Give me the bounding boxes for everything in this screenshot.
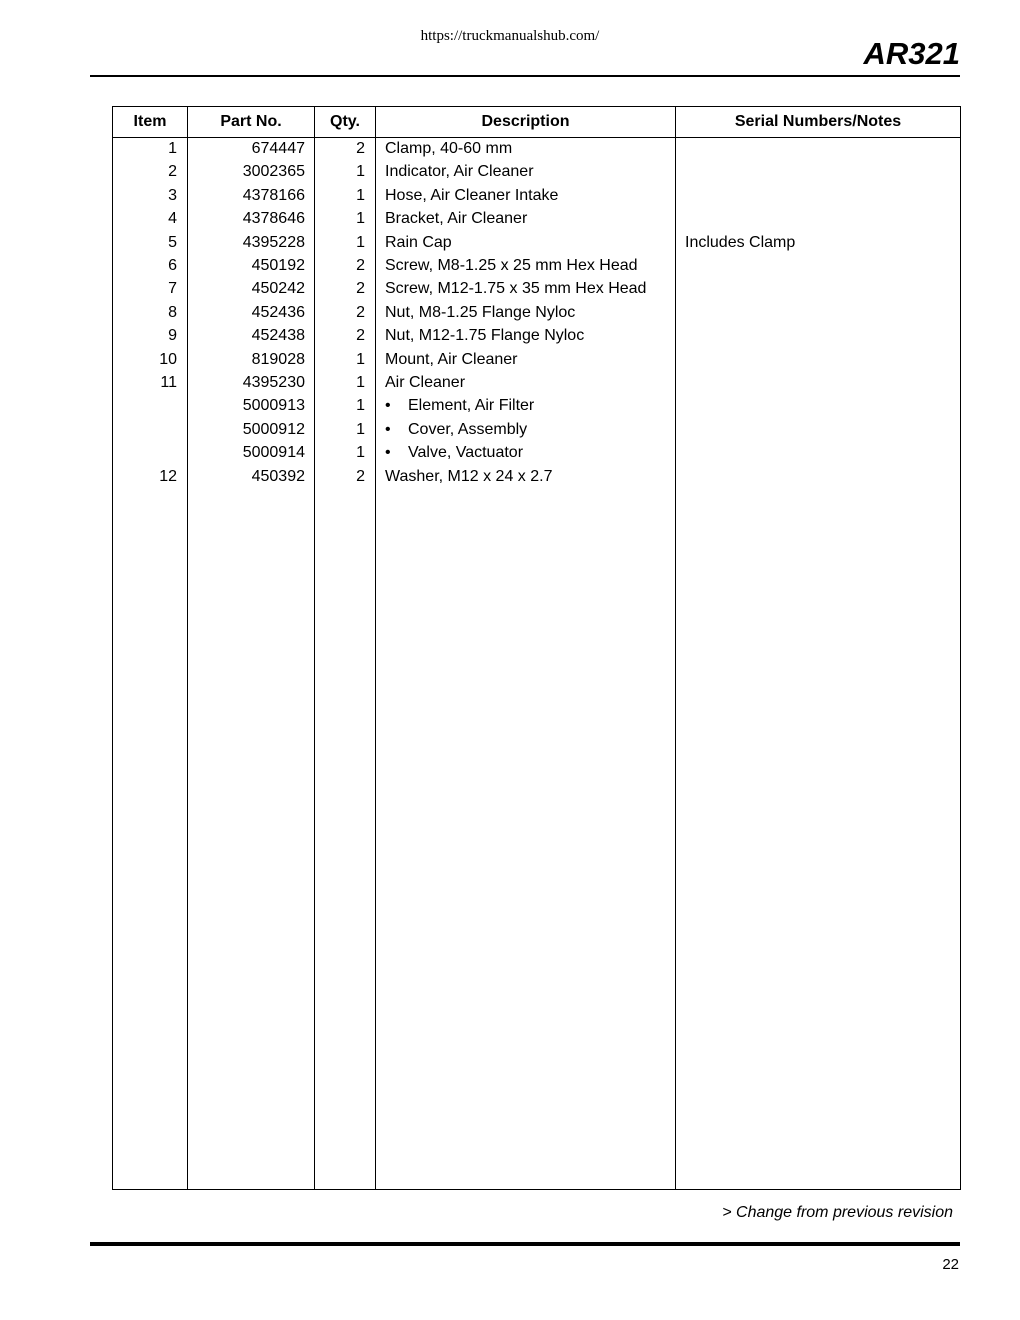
description-text: Mount, Air Cleaner xyxy=(385,350,518,368)
item-number: 12 xyxy=(159,467,177,485)
table-row xyxy=(113,184,960,207)
description xyxy=(385,348,675,371)
description xyxy=(385,207,675,230)
quantity: 2 xyxy=(356,257,365,274)
model-title: AR321 xyxy=(863,36,960,71)
source-url: https://truckmanualshub.com/ xyxy=(420,28,600,44)
part-number: 674447 xyxy=(251,140,305,157)
part-number: 450392 xyxy=(251,467,305,485)
description-text: Valve, Vactuator xyxy=(408,444,524,462)
quantity: 1 xyxy=(356,374,365,391)
column-header-qty: Qty. xyxy=(330,113,360,130)
table-row xyxy=(113,324,960,347)
quantity: 1 xyxy=(356,397,365,415)
part-number: 3002365 xyxy=(242,163,305,181)
part-number: 4378166 xyxy=(242,186,305,204)
description xyxy=(385,184,675,207)
description xyxy=(385,441,675,464)
quantity: 2 xyxy=(356,280,365,298)
table-row xyxy=(113,254,960,277)
table-row xyxy=(113,137,960,160)
quantity: 1 xyxy=(356,420,365,438)
part-number: 5000912 xyxy=(242,420,305,438)
description xyxy=(385,137,675,160)
quantity: 1 xyxy=(356,163,365,181)
quantity: 1 xyxy=(356,210,365,228)
description-text: Rain Cap xyxy=(385,233,452,251)
parts-table xyxy=(112,106,961,1190)
table-row xyxy=(113,348,960,371)
part-number: 4395230 xyxy=(242,374,305,391)
part-number: 452436 xyxy=(251,303,305,321)
column-header-item: Item xyxy=(133,113,167,130)
part-number: 5000913 xyxy=(242,397,305,415)
item-number: 5 xyxy=(168,233,177,251)
description-text: Nut, M8-1.25 Flange Nyloc xyxy=(385,303,576,321)
part-number: 450242 xyxy=(251,280,305,298)
quantity: 1 xyxy=(356,233,365,251)
description-text: Clamp, 40-60 mm xyxy=(385,140,513,157)
item-number: 2 xyxy=(168,163,177,181)
revision-note: > Change from previous revision xyxy=(722,1204,953,1221)
table-row xyxy=(113,394,960,417)
bullet-marker: • xyxy=(385,397,391,415)
description xyxy=(385,160,675,183)
description-text: Bracket, Air Cleaner xyxy=(385,210,528,228)
description xyxy=(385,465,675,488)
description-text: Screw, M8-1.25 x 25 mm Hex Head xyxy=(385,257,638,274)
table-row xyxy=(113,371,960,394)
description xyxy=(385,277,675,300)
table-row xyxy=(113,301,960,324)
description xyxy=(385,371,675,394)
item-number: 3 xyxy=(168,186,177,204)
part-number: 4378646 xyxy=(242,210,305,228)
description xyxy=(385,324,675,347)
serial-note: Includes Clamp xyxy=(685,233,796,251)
part-number: 450192 xyxy=(251,257,305,274)
part-number: 5000914 xyxy=(242,444,305,462)
table-row xyxy=(113,277,960,300)
item-number: 4 xyxy=(168,210,177,228)
part-number: 819028 xyxy=(251,350,305,368)
description xyxy=(385,254,675,277)
quantity: 2 xyxy=(356,303,365,321)
item-number: 8 xyxy=(168,303,177,321)
description xyxy=(385,301,675,324)
table-row xyxy=(113,231,960,254)
item-number: 11 xyxy=(160,374,177,391)
description xyxy=(385,231,675,254)
item-number: 7 xyxy=(168,280,177,298)
part-number: 452438 xyxy=(251,327,305,345)
quantity: 2 xyxy=(356,467,365,485)
description-text: Indicator, Air Cleaner xyxy=(385,163,534,181)
bullet-marker: • xyxy=(385,444,391,462)
table-row xyxy=(113,441,960,464)
description xyxy=(385,394,675,417)
column-header-part-no: Part No. xyxy=(220,113,282,130)
description-text: Hose, Air Cleaner Intake xyxy=(385,186,559,204)
table-row xyxy=(113,418,960,441)
description-text: Air Cleaner xyxy=(385,374,466,391)
description xyxy=(385,418,675,441)
quantity: 1 xyxy=(356,444,365,462)
description-text: Washer, M12 x 24 x 2.7 xyxy=(385,467,553,485)
table-row xyxy=(113,160,960,183)
quantity: 2 xyxy=(356,327,365,345)
table-row xyxy=(113,207,960,230)
description-text: Cover, Assembly xyxy=(408,420,528,438)
item-number: 10 xyxy=(159,350,177,368)
column-header-description: Description xyxy=(481,113,570,130)
quantity: 1 xyxy=(356,350,365,368)
header-rule xyxy=(90,75,960,77)
page-number: 22 xyxy=(942,1256,959,1273)
description-text: Nut, M12-1.75 Flange Nyloc xyxy=(385,327,585,345)
item-number: 9 xyxy=(168,327,177,345)
quantity: 2 xyxy=(356,140,365,157)
quantity: 1 xyxy=(356,186,365,204)
description-text: Element, Air Filter xyxy=(408,397,535,415)
part-number: 4395228 xyxy=(242,233,305,251)
description-text: Screw, M12-1.75 x 35 mm Hex Head xyxy=(385,280,647,298)
table-row xyxy=(113,465,960,488)
footer-rule xyxy=(90,1242,960,1246)
bullet-marker: • xyxy=(385,420,391,438)
item-number: 1 xyxy=(168,140,177,157)
item-number: 6 xyxy=(168,257,177,274)
column-header-notes: Serial Numbers/Notes xyxy=(734,113,902,130)
